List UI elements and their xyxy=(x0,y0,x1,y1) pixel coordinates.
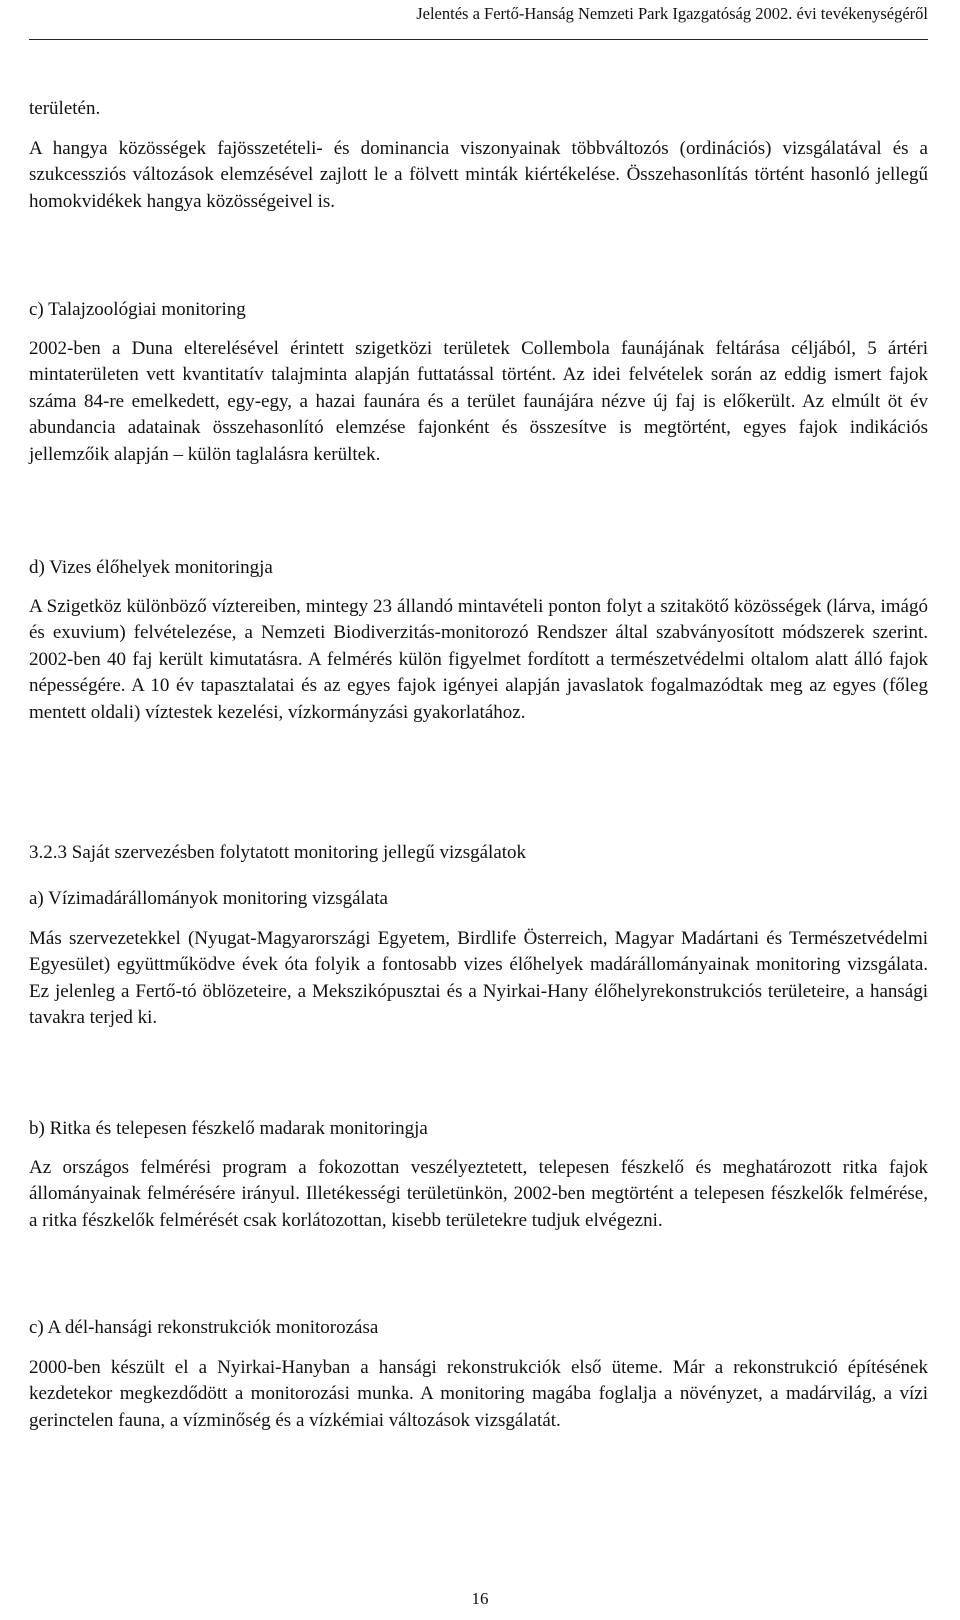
paragraph-continuation: területén. xyxy=(29,98,101,119)
section-heading-3-2-3: 3.2.3 Saját szervezésben folytatott monitoring jellegű vizsgálatok xyxy=(29,842,527,863)
heading-wetland-monitoring: d) Vizes élőhelyek monitoringja xyxy=(29,557,273,578)
paragraph-waterbird-monitoring: Más szervezetekkel (Nyugat-Magyarországi Egyetem, Birdlife Österreich, Magyar Madártani és Természetvédelmi Egyesület) együttműködve évek óta folyik a fontosabb vizes élőhelyek madárállományainak monitoring vizsgálata. Ez jelenleg a Fertő-tó öblözeteire, a Mekszikópusztai és a Nyirkai-Hany élőhelyrekonstrukciós területeire, a hansági tavakra terjed ki. xyxy=(29,928,928,1029)
heading-rare-birds: b) Ritka és telepesen fészkelő madarak monitoringja xyxy=(29,1118,428,1139)
paragraph-ant-communities: A hangya közösségek fajösszetételi- és dominancia viszonyainak többváltozós (ordinációs) vizsgálatával és a szukcessziós változások elemzésével zajlott le a fölvett minták kiértékelése. Összehasonlítás történt hasonló jellegű homokvidékek hangya közösségeivel is. xyxy=(29,138,928,212)
heading-soil-zoology: c) Talajzoológiai monitoring xyxy=(29,299,246,320)
heading-waterbird-monitoring: a) Vízimadárállományok monitoring vizsgálata xyxy=(29,888,388,909)
page-number: 16 xyxy=(471,1589,489,1608)
paragraph-soil-zoology: 2002-ben a Duna elterelésével érintett szigetközi területek Collembola faunájának feltárása céljából, 5 ártéri mintaterületen vett kvantitatív talajminta alapján futtatással történt. Az idei felvételek során az eddig ismert fajok száma 84-re emelkedett, egy-egy, a hazai faunára és a terület faunájára nézve új faj is előkerült. Az elmúlt öt év abundancia adatainak összehasonlító elemzése fajonként és összesítve is megtörtént, egyes fajok indikációs jellemzőik alapján – külön taglalásra kerültek. xyxy=(29,338,928,465)
header-divider xyxy=(29,39,928,40)
heading-reconstruction-monitoring: c) A dél-hansági rekonstrukciók monitorozása xyxy=(29,1317,379,1338)
running-header: Jelentés a Fertő-Hanság Nemzeti Park Igazgatóság 2002. évi tevékenységéről xyxy=(416,4,928,23)
paragraph-rare-birds: Az országos felmérési program a fokozottan veszélyeztetett, telepesen fészkelő és meghatározott ritka fajok állományainak felmérésére irányul. Illetékességi területünkön, 2002-ben megtörtént a telepesen fészkelők felmérése, a ritka fészkelők felmérését csak korlátozottan, kisebb területekre tudjuk elvégezni. xyxy=(29,1157,928,1231)
paragraph-reconstruction-monitoring: 2000-ben készült el a Nyirkai-Hanyban a hansági rekonstrukciók első üteme. Már a rekonstrukció építésének kezdetekor megkezdődött a monitorozási munka. A monitoring magába foglalja a növényzet, a madárvilág, a vízi gerinctelen fauna, a vízminőség és a vízkémiai változások vizsgálatát. xyxy=(29,1357,928,1431)
paragraph-wetland-monitoring: A Szigetköz különböző víztereiben, mintegy 23 állandó mintavételi ponton folyt a szitakötő közösségek (lárva, imágó és exuvium) felvételezése, a Nemzeti Biodiverzitás-monitorozó Rendszer által szabványosított módszerek szerint. 2002-ben 40 faj került kimutatásra. A felmérés külön figyelmet fordított a természetvédelmi oltalom alatt álló fajok népességére. A 10 év tapasztalatai és az egyes fajok igényei alapján javaslatok fogalmazódtak meg az egyes (főleg mentett oldali) víztestek kezelési, vízkormányzási gyakorlatához. xyxy=(29,596,928,723)
